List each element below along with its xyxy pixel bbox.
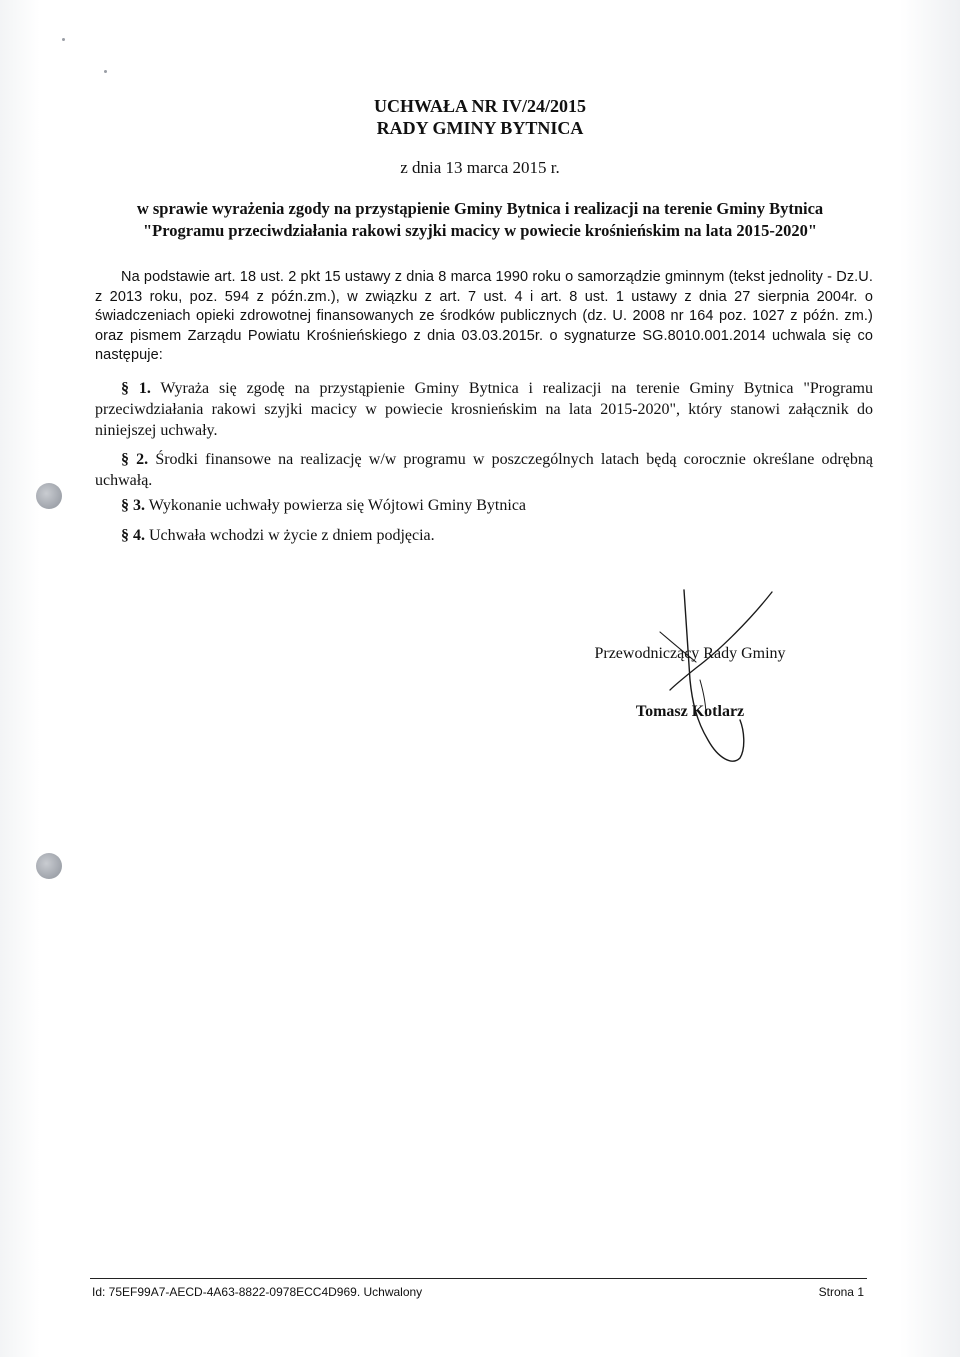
paragraph-text: Wyraża się zgodę na przystąpienie Gminy Bytnica i realizacji na terenie Gminy Bytnica "Programu przeciwdziałania rakowi szyjki macicy w powiecie krosnieńskim na lata 2015-2020", który stanowi załącznik do niniejszej uchwały. [95,380,873,439]
paragraph-4 [95,525,873,546]
scan-speck [62,38,65,41]
punch-hole [36,853,62,879]
paragraph-mark: § 3. [121,497,145,514]
resolution-subject [95,198,865,242]
resolution-date: z dnia 13 marca 2015 r. [400,158,560,177]
paragraph-3 [95,495,873,516]
signatory-name: Tomasz Kotlarz [635,703,745,720]
paragraph-mark: § 4. [121,527,145,544]
scan-edge-shadow-right [900,0,960,1357]
paragraph-mark: § 1. [121,380,151,397]
resolution-title [0,95,960,139]
punch-hole [36,483,62,509]
paragraph-2 [95,449,873,491]
resolution-number: UCHWAŁA NR IV/24/2015 [373,96,587,116]
paragraph-text: Środki finansowe na realizację w/w programu w poszczególnych latach będą corocznie określane odrębną uchwałą. [95,451,874,489]
footer-divider [90,1278,867,1279]
signatory-role: Przewodniczący Rady Gminy [594,645,786,662]
document-id: Id: 75EF99A7-AECD-4A63-8822-0978ECC4D969. Uchwalony [92,1285,423,1299]
scan-speck [104,70,107,73]
page-number: Strona 1 [818,1285,864,1299]
subject-line-1: w sprawie wyrażenia zgody na przystąpienie Gminy Bytnica i realizacji na terenie Gminy Bytnica [136,199,824,218]
paragraph-text: Wykonanie uchwały powierza się Wójtowi Gminy Bytnica [145,497,527,514]
scan-edge-shadow-left [0,0,40,1357]
paragraph-mark: § 2. [121,451,149,468]
paragraph-1 [95,378,873,441]
handwritten-signature [600,580,820,780]
paragraph-text: Uchwała wchodzi w życie z dniem podjęcia. [145,527,435,544]
legal-basis-preamble: Na podstawie art. 18 ust. 2 pkt 15 ustawy z dnia 8 marca 1990 roku o samorządzie gminnym (tekst jednolity - Dz.U. z 2013 roku, poz. 594 z późn.zm.), w związku z art. 7 ust. 4 i art. 8 ust. 1 ustawy z dnia 27 sierpnia 2004r. o świadczeniach opieki zdrowotnej finansowanych ze środków publicznych (dz. U. 2008 nr 164 poz. 1027 z późn. zm.) oraz pismem Zarządu Powiatu Krośnieńskiego z dnia 03.03.2015r. o sygnaturze SG.8010.001.2014 uchwala się co następuje: [95,269,873,363]
subject-line-2: "Programu przeciwdziałania rakowi szyjki macicy w powiecie krośnieńskim na lata 2015-2020" [142,221,817,240]
council-name: RADY GMINY BYTNICA [376,118,584,138]
